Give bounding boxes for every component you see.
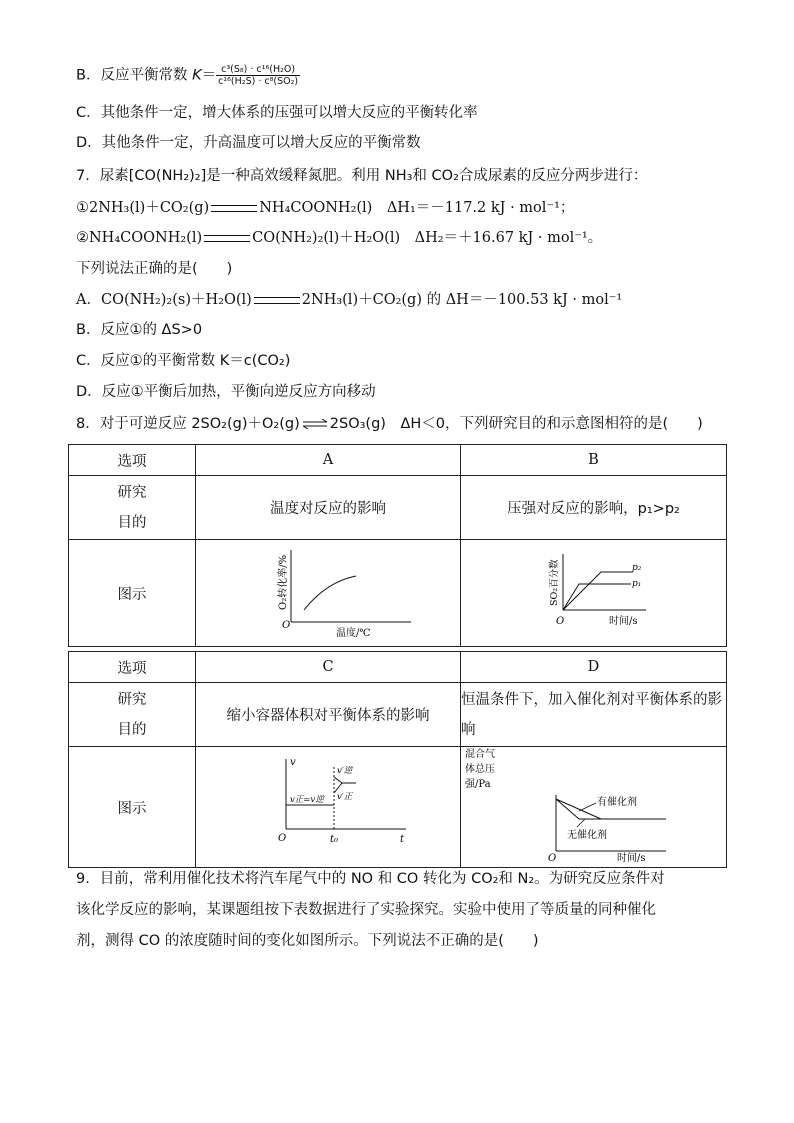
fig-b-xlabel: 时间/s xyxy=(609,616,638,627)
q6-option-c: C．其他条件一定，增大体系的压强可以增大反应的平衡转化率 xyxy=(76,105,478,121)
r2-right: CO(NH₂)₂(l)＋H₂O(l) ΔH₂＝＋16.67 kJ · mol⁻¹。 xyxy=(252,230,603,246)
equals-sign xyxy=(254,297,300,304)
q6-option-b xyxy=(76,64,300,87)
fig-d-catalyst: 有催化剂 xyxy=(597,797,637,808)
fig-a-origin: O xyxy=(282,620,291,631)
equals-sign xyxy=(211,205,257,212)
k-numerator: c³(S₈) · c¹⁶(H₂O) xyxy=(216,64,300,76)
fig-c-ylabel: v xyxy=(290,757,296,768)
r1-right: NH₄COONH₂(l) ΔH₁＝－117.2 kJ · mol⁻¹； xyxy=(259,200,575,216)
equals-sign xyxy=(204,235,250,242)
fig-b-ylabel: SO₂百分数 xyxy=(549,559,560,606)
figure-b-cell xyxy=(461,540,727,647)
figure-d-cell xyxy=(461,747,727,868)
fig-c-vfwd: v′正 xyxy=(337,792,353,802)
figure-d-graph xyxy=(461,747,725,863)
purpose-label-2 xyxy=(69,683,196,747)
fig-d-ylabel-1: 混合气 xyxy=(465,749,495,760)
q7-ask: 下列说法正确的是( ) xyxy=(76,261,233,277)
fig-a-ylabel: O₂转化率/% xyxy=(278,554,289,610)
r2-left: ②NH₄COONH₂(l) xyxy=(76,230,203,246)
q9-line-2: 该化学反应的影响，某课题组按下表数据进行了实验探究。实验中使用了等质量的同种催化 xyxy=(76,902,656,918)
q8-stem xyxy=(76,414,703,434)
header-a: A xyxy=(196,445,461,476)
fig-d-origin: O xyxy=(548,853,557,863)
figure-c-cell xyxy=(196,747,461,868)
q6-option-b-text: B．反应平衡常数 xyxy=(76,67,193,84)
fig-b-origin: O xyxy=(556,616,565,627)
fig-c-eq: v正=v逆 xyxy=(290,795,324,805)
header-d: D xyxy=(461,652,727,683)
purpose-d: 恒温条件下，加入催化剂对平衡体系的影响 xyxy=(461,683,727,747)
figure-a-graph xyxy=(196,540,459,642)
fig-d-ylabel-3: 强/Pa xyxy=(465,779,491,790)
header-option-2: 选项 xyxy=(69,652,196,683)
q7-a-left: A．CO(NH₂)₂(s)＋H₂O(l) xyxy=(76,292,252,308)
q6-option-d: D．其他条件一定，升高温度可以增大反应的平衡常数 xyxy=(76,135,421,151)
purpose-label xyxy=(69,476,196,540)
figure-a-cell xyxy=(196,540,461,647)
header-b: B xyxy=(461,445,727,476)
q8-table-ab xyxy=(68,444,727,647)
q8-table-cd xyxy=(68,651,727,868)
fig-c-t0: t₀ xyxy=(330,834,339,845)
figure-b-graph xyxy=(461,540,725,642)
q7-a-right: 2NH₃(l)＋CO₂(g) 的 ΔH＝－100.53 kJ · mol⁻¹ xyxy=(301,292,623,308)
fig-a-xlabel: 温度/℃ xyxy=(336,628,371,639)
q7-option-b: B．反应①的 ΔS>0 xyxy=(76,322,203,338)
q7-stem: 7．尿素[CO(NH₂)₂]是一种高效缓释氮肥。利用 NH₃和 CO₂合成尿素的反应分两步进行： xyxy=(76,168,648,184)
fig-d-no-catalyst: 无催化剂 xyxy=(567,830,607,841)
figure-label: 图示 xyxy=(69,540,196,647)
q8-stem-right: 2SO₃(g) ΔH＜0，下列研究目的和示意图相符的是( ) xyxy=(329,416,703,432)
fig-c-vrev: v′逆 xyxy=(337,766,353,776)
r1-left: ①2NH₃(l)＋CO₂(g) xyxy=(76,200,210,216)
k-fraction xyxy=(216,64,300,87)
purpose-label-2-text: 研究 目的 xyxy=(117,691,147,738)
q7-option-d: D．反应①平衡后加热，平衡向逆反应方向移动 xyxy=(76,384,376,400)
fig-d-ylabel-2: 体总压 xyxy=(465,764,495,775)
k-denominator: c¹⁶(H₂S) · c⁸(SO₂) xyxy=(218,76,299,87)
purpose-c: 缩小容器体积对平衡体系的影响 xyxy=(196,683,461,747)
equals: ＝ xyxy=(201,67,217,84)
figure-label-2: 图示 xyxy=(69,747,196,868)
q9-line-3: 剂，测得 CO 的浓度随时间的变化如图所示。下列说法不正确的是( ) xyxy=(76,933,539,949)
purpose-label-text: 研究 目的 xyxy=(117,484,147,531)
header-option: 选项 xyxy=(69,445,196,476)
q7-option-c: C．反应①的平衡常数 K＝c(CO₂) xyxy=(76,353,291,369)
fig-b-p1: p₁ xyxy=(632,579,642,589)
q8-stem-left: 8．对于可逆反应 2SO₂(g)＋O₂(g) xyxy=(76,416,300,432)
purpose-a: 温度对反应的影响 xyxy=(196,476,461,540)
q7-reaction-1 xyxy=(76,198,574,218)
purpose-b: 压强对反应的影响，p₁>p₂ xyxy=(461,476,727,540)
figure-c-graph xyxy=(196,747,459,863)
header-c: C xyxy=(196,652,461,683)
fig-c-origin: O xyxy=(278,833,287,844)
reversible-arrow-icon xyxy=(302,419,328,429)
q7-option-a xyxy=(76,290,622,310)
fig-d-xlabel: 时间/s xyxy=(617,853,646,863)
fig-c-xlabel: t xyxy=(400,834,405,845)
fig-b-p2: p₂ xyxy=(632,563,642,573)
q9-line-1: 9．目前，常利用催化技术将汽车尾气中的 NO 和 CO 转化为 CO₂和 N₂。为研究反应条件对 xyxy=(76,871,665,887)
q7-reaction-2 xyxy=(76,228,602,248)
k-symbol: K xyxy=(192,67,202,84)
